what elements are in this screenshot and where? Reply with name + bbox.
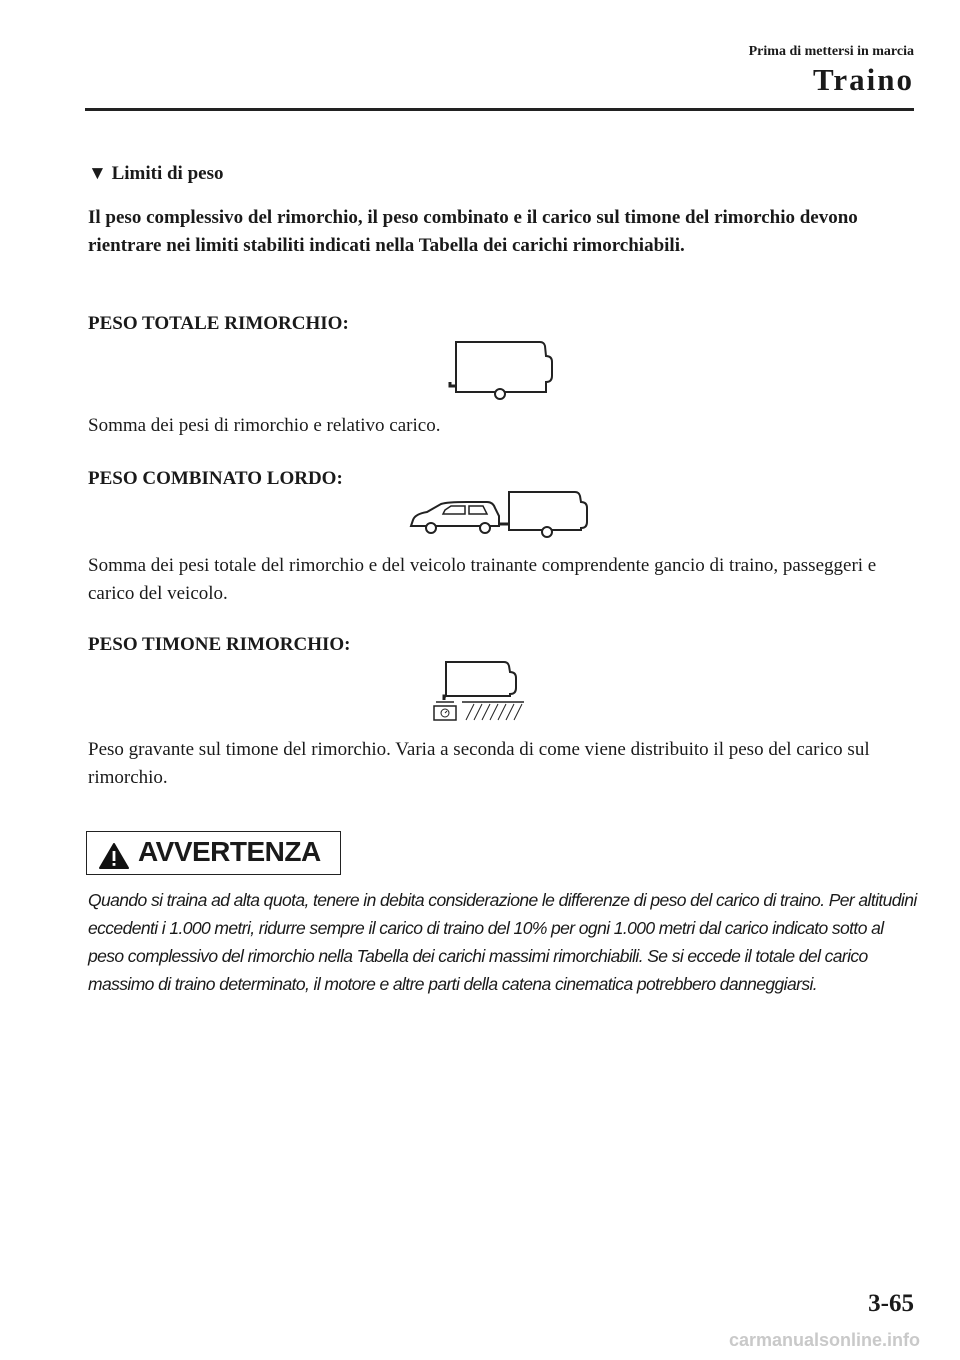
- watermark: carmanualsonline.info: [728, 1330, 920, 1350]
- label-total-trailer-weight: PESO TOTALE RIMORCHIO:: [88, 313, 349, 334]
- section-label: Prima di mettersi in marcia: [748, 44, 914, 59]
- page-number: 3-65: [868, 1290, 914, 1317]
- tongue-weight-scale-icon: [430, 658, 530, 724]
- warning-triangle-icon: [98, 842, 130, 870]
- subheading-text: Limiti di peso: [111, 163, 224, 184]
- intro-paragraph: Il peso complessivo del rimorchio, il peso combinato e il carico sul timone del rimorchio devono rientrare nei limiti stabiliti indicati nella Tabella dei carichi rimorchiabili.: [88, 207, 858, 256]
- header-divider: [85, 108, 914, 111]
- description-gross-combined-weight: Somma dei pesi totale del rimorchio e del veicolo trainante comprendente gancio di traino, passeggeri e carico del veicolo.: [88, 555, 877, 604]
- subheading: [88, 163, 223, 185]
- trailer-icon: [448, 338, 558, 400]
- page-title: Traino: [813, 62, 914, 97]
- description-tongue-weight: Peso gravante sul timone del rimorchio. Varia a seconda di come viene distribuito il peso del carico sul rimorchio.: [88, 739, 870, 788]
- label-gross-combined-weight: PESO COMBINATO LORDO:: [88, 468, 343, 489]
- car-with-trailer-icon: [407, 488, 597, 540]
- triangle-marker-icon: ▼: [88, 163, 107, 184]
- warning-title: AVVERTENZA: [138, 836, 321, 867]
- description-total-trailer-weight: Somma dei pesi di rimorchio e relativo carico.: [88, 415, 441, 436]
- warning-text: Quando si traina ad alta quota, tenere in debita considerazione le differenze di peso del carico di traino. Per altitudini eccedenti i 1.000 metri, ridurre sempre il carico di traino del 10% per ogni 1.000 metri dal carico indicato sotto al peso complessivo del rimorchio nella Tabella dei carichi massimi rimorchiabili. Se si eccede il totale del carico massimo di traino determinato, il motore e altre parti della catena cinematica potrebbero danneggiarsi.: [88, 890, 917, 994]
- label-tongue-weight: PESO TIMONE RIMORCHIO:: [88, 634, 351, 655]
